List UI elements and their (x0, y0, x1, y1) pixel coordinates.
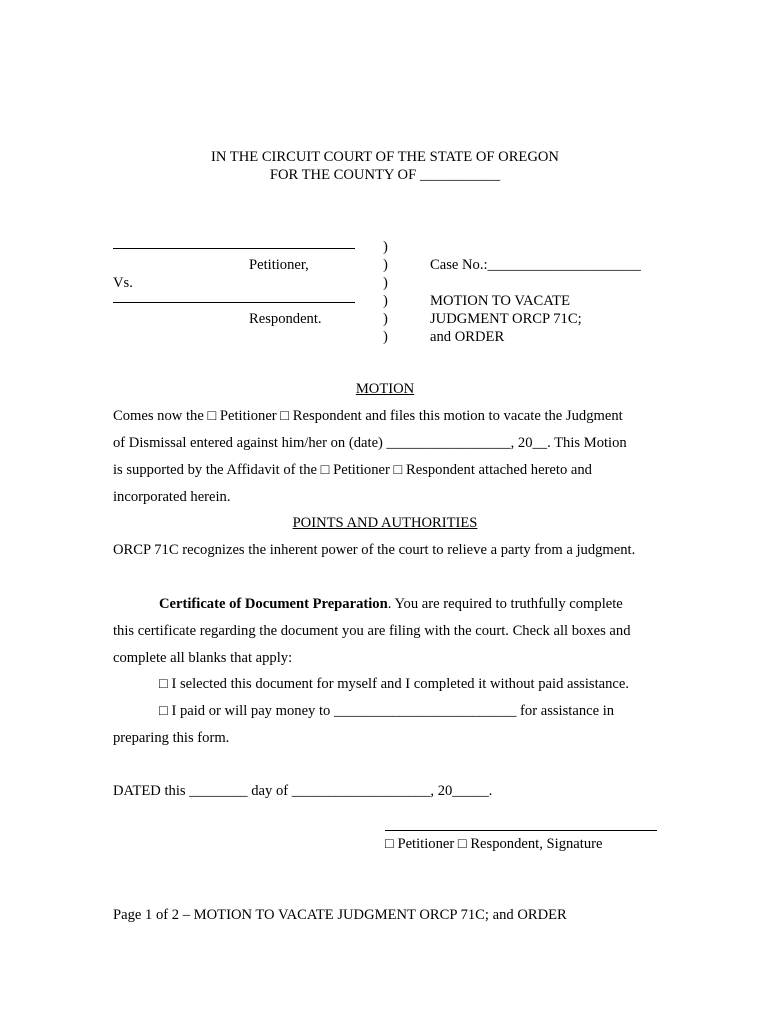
respondent-name-line (113, 302, 355, 303)
motion-text-line: is supported by the Affidavit of the □ Petitioner □ Respondent attached hereto and (113, 462, 592, 478)
certificate-option-self: □ I selected this document for myself and I completed it without paid assistance. (159, 676, 630, 692)
points-heading: POINTS AND AUTHORITIES (292, 515, 478, 531)
petitioner-label: Petitioner, (249, 257, 309, 273)
caption-paren: ) (383, 329, 388, 345)
signature-line (385, 830, 657, 831)
vs-label: Vs. (113, 275, 133, 291)
petitioner-name-line (113, 248, 355, 249)
court-name: IN THE CIRCUIT COURT OF THE STATE OF OREGON (211, 149, 559, 165)
motion-heading: MOTION (355, 381, 415, 397)
case-number: Case No.:_____________________ (430, 257, 641, 273)
caption-paren: ) (383, 239, 388, 255)
caption-paren: ) (383, 293, 388, 309)
certificate-intro-text: . You are required to truthfully complete (387, 596, 623, 612)
document-title-line1: MOTION TO VACATE (430, 293, 571, 309)
document-title-line3: and ORDER (430, 329, 505, 345)
certificate-text-line: complete all blanks that apply: (113, 650, 293, 666)
certificate-text-line: this certificate regarding the document you are filing with the court. Check all boxes and (113, 623, 631, 639)
certificate-title: Certificate of Document Preparation (159, 596, 388, 612)
caption-paren: ) (383, 311, 388, 327)
motion-text-line: Comes now the □ Petitioner □ Respondent and files this motion to vacate the Judgment (113, 408, 623, 424)
points-text: ORCP 71C recognizes the inherent power of the court to relieve a party from a judgment. (113, 542, 636, 558)
respondent-label: Respondent. (249, 311, 322, 327)
page-footer: Page 1 of 2 – MOTION TO VACATE JUDGMENT ORCP 71C; and ORDER (113, 907, 567, 923)
document-title-line2: JUDGMENT ORCP 71C; (430, 311, 582, 327)
certificate-option-paid: □ I paid or will pay money to _________________________ for assistance in (159, 703, 615, 719)
motion-text-line: incorporated herein. (113, 489, 231, 505)
certificate-option-paid-cont: preparing this form. (113, 730, 230, 746)
county-line: FOR THE COUNTY OF ___________ (269, 167, 501, 183)
motion-text-line: of Dismissal entered against him/her on (date) _________________, 20__. This Motion (113, 435, 627, 451)
caption-paren: ) (383, 257, 388, 273)
certificate-intro (159, 595, 623, 613)
signature-label: □ Petitioner □ Respondent, Signature (385, 836, 603, 852)
caption-paren: ) (383, 275, 388, 291)
dated-line: DATED this ________ day of ___________________, 20_____. (113, 783, 493, 799)
